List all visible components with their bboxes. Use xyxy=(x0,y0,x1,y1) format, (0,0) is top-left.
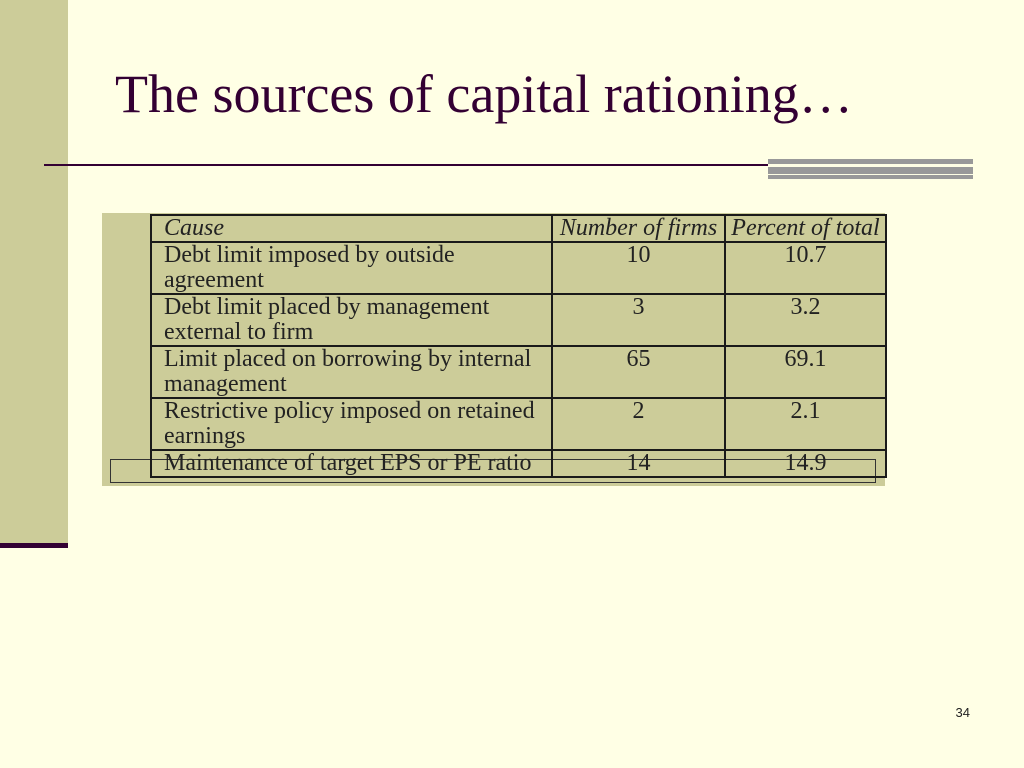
slide-title: The sources of capital rationing… xyxy=(115,64,853,124)
cell-percent: 10.7 xyxy=(725,242,886,294)
title-divider xyxy=(44,164,768,166)
cell-percent: 3.2 xyxy=(725,294,886,346)
table-row xyxy=(151,242,886,294)
header-percent-of-total: Percent of total xyxy=(725,215,886,242)
header-cause: Cause xyxy=(151,215,552,242)
cell-number: 2 xyxy=(552,398,725,450)
table-row xyxy=(151,450,886,477)
capital-rationing-table xyxy=(150,214,887,478)
cell-cause: Maintenance of target EPS or PE ratio xyxy=(151,450,552,477)
left-accent-bar-underline xyxy=(0,543,68,548)
cell-cause: Restrictive policy imposed on retained earnings xyxy=(151,398,552,450)
cell-number: 3 xyxy=(552,294,725,346)
cell-cause: Debt limit placed by management external to firm xyxy=(151,294,552,346)
header-number-of-firms: Number of firms xyxy=(552,215,725,242)
page-number: 34 xyxy=(955,705,970,720)
cell-cause: Limit placed on borrowing by internal management xyxy=(151,346,552,398)
table-row xyxy=(151,346,886,398)
cell-cause: Debt limit imposed by outside agreement xyxy=(151,242,552,294)
cell-number: 14 xyxy=(552,450,725,477)
title-divider-accent xyxy=(768,159,973,179)
table-row xyxy=(151,294,886,346)
cell-percent: 69.1 xyxy=(725,346,886,398)
cell-percent: 14.9 xyxy=(725,450,886,477)
cell-percent: 2.1 xyxy=(725,398,886,450)
left-accent-bar xyxy=(0,0,68,545)
table-row xyxy=(151,398,886,450)
cell-number: 65 xyxy=(552,346,725,398)
table-header-row xyxy=(151,215,886,242)
cell-number: 10 xyxy=(552,242,725,294)
